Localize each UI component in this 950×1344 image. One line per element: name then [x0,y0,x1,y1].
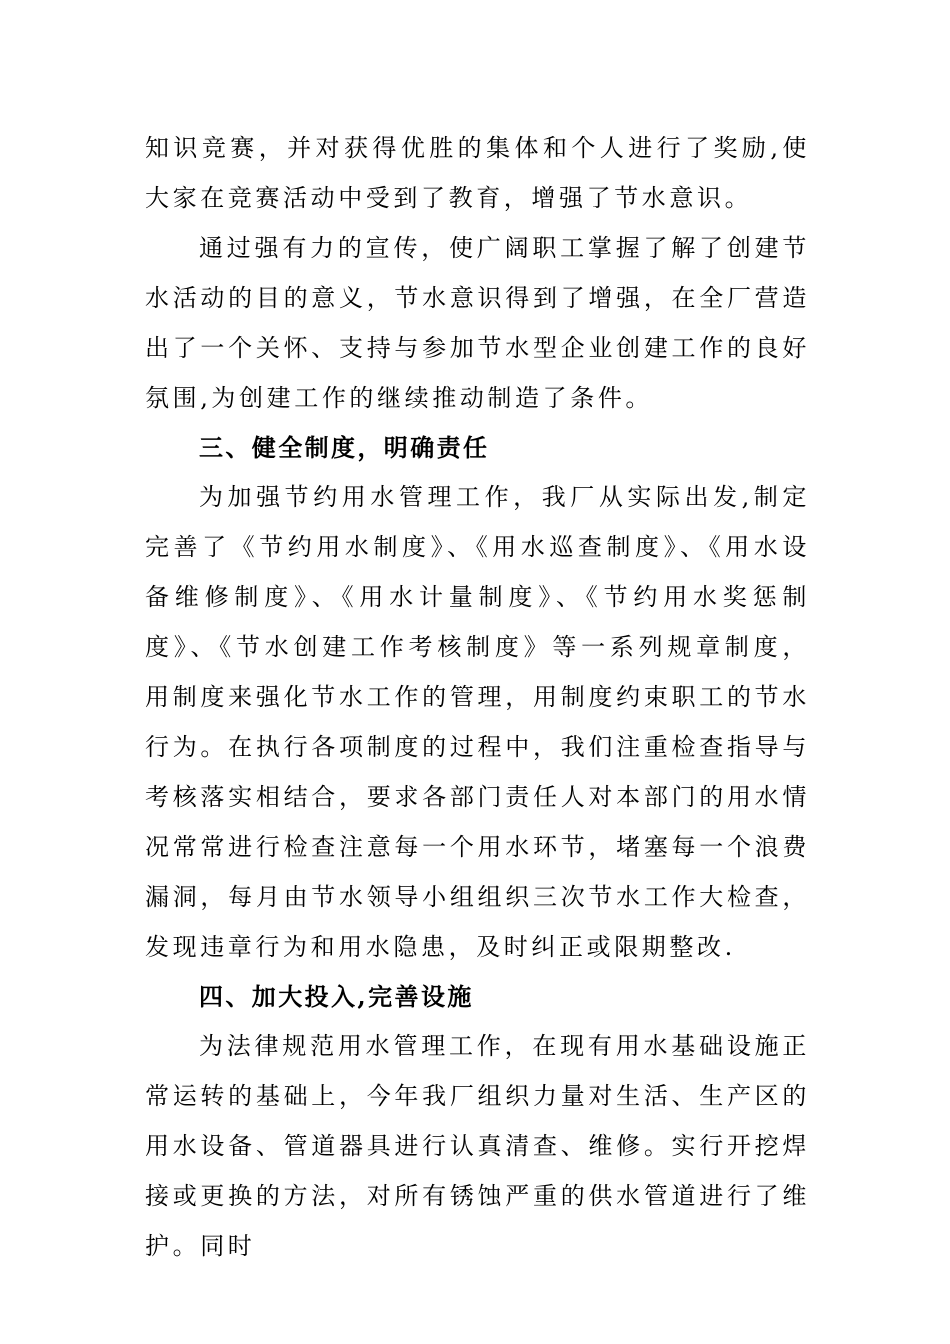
paragraph-regulations: 为加强节约用水管理工作，我厂从实际出发,制定完善了《节约用水制度》、《用水巡查制度》、《用水设备维修制度》、《用水计量制度》、《节约用水奖惩制度》、《节水创建工作考核制度》等一系列规章制度，用制度来强化节水工作的管理，用制度约束职工的节水行为。在执行各项制度的过程中，我们注重检查指导与考核落实相结合，要求各部门责任人对本部门的用水情况常常进行检查注意每一个用水环节，堵塞每一个浪费漏洞，每月由节水领导小组组织三次节水工作大检查，发现违章行为和用水隐患，及时纠正或限期整改. [145,483,810,961]
document-page [145,124,810,1272]
section-heading-3: 三、健全制度，明确责任 [199,433,490,463]
paragraph-facilities: 为法律规范用水管理工作，在现有用水基础设施正常运转的基础上，今年我厂组织力量对生活、生产区的用水设备、管道器具进行认真清查、维修。实行开挖焊接或更换的方法，对所有锈蚀严重的供水管道进行了维护。同时 [145,1032,810,1260]
section-heading-4: 四、加大投入,完善设施 [199,982,474,1012]
paragraph-publicity-result: 通过强有力的宣传，使广阔职工掌握了解了创建节水活动的目的意义，节水意识得到了增强，在全厂营造出了一个关怀、支持与参加节水型企业创建工作的良好氛围,为创建工作的继续推动制造了条件。 [145,233,810,412]
paragraph-awards: 知识竞赛，并对获得优胜的集体和个人进行了奖励,使大家在竞赛活动中受到了教育，增强了节水意识。 [145,134,810,212]
